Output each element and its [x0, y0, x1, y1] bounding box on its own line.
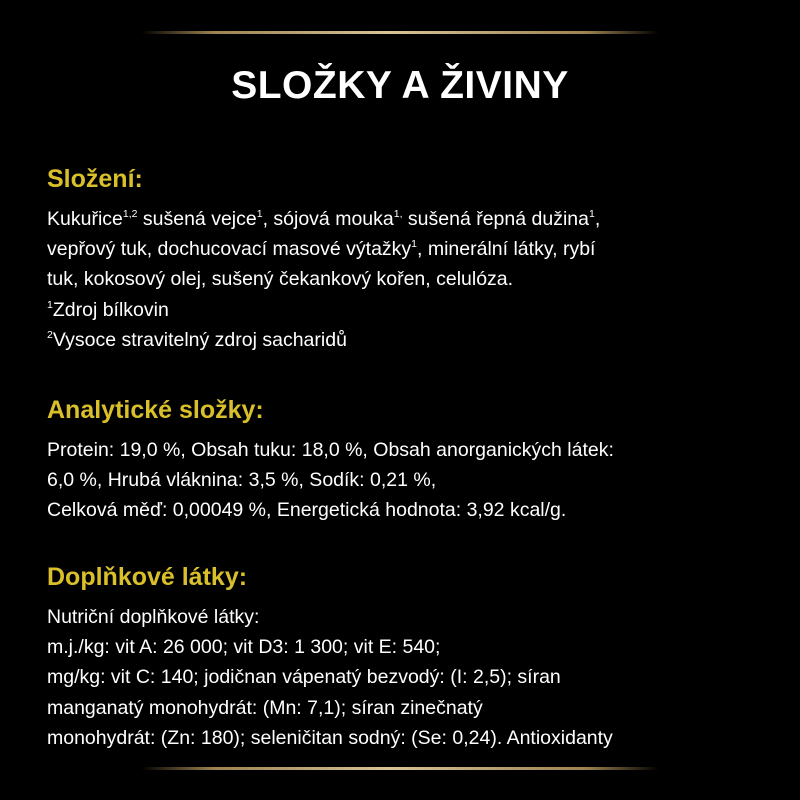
composition-section [47, 164, 782, 355]
additives-text [47, 602, 782, 753]
additives-section [47, 562, 782, 753]
top-gold-divider [141, 31, 659, 34]
footnote-marker: 1 [47, 298, 53, 311]
composition-fragment: tuk, kokosový olej, sušený čekankový kořen, celulóza. [47, 268, 514, 291]
footnote-text: Zdroj bílkovin [52, 298, 169, 321]
composition-heading: Složení: [47, 165, 143, 193]
additives-heading: Doplňkové látky: [47, 563, 248, 591]
additives-line: mg/kg: vit C: 140; jodičnan vápenatý bezvodý: (I: 2,5); síran [47, 666, 561, 689]
analytical-line: Protein: 19,0 %, Obsah tuku: 18,0 %, Obsah anorganických látek: [47, 439, 614, 461]
additives-line: monohydrát: (Zn: 180); seleničitan sodný: (Se: 0,24). Antioxidanty [47, 726, 613, 749]
additives-line: Nutriční doplňkové látky: [47, 606, 260, 628]
composition-fragment: , minerální látky, rybí [417, 238, 596, 261]
composition-text [47, 204, 782, 355]
footnote-marker: 1, [393, 208, 403, 220]
analytical-text [47, 435, 782, 526]
additives-line: manganatý monohydrát: (Mn: 7,1); síran zinečnatý [47, 696, 483, 719]
footnote-marker: 1 [256, 208, 263, 220]
analytical-section [47, 395, 782, 526]
composition-fragment: , [594, 208, 601, 230]
footnote-marker: 1,2 [122, 208, 138, 220]
footnote-marker: 1 [588, 208, 595, 220]
footnote [47, 325, 782, 355]
composition-fragment: sušená vejce [137, 208, 257, 230]
page-title: SLOŽKY A ŽIVINY [231, 64, 569, 107]
additives-line: m.j./kg: vit A: 26 000; vit D3: 1 300; vit E: 540; [47, 636, 441, 659]
composition-fragment: Kukuřice [47, 208, 123, 230]
analytical-line: 6,0 %, Hrubá vláknina: 3,5 %, Sodík: 0,21 %, [47, 469, 437, 492]
composition-fragment: , sójová mouka [262, 208, 394, 230]
footnote-marker: 1 [411, 238, 418, 251]
composition-fragment: vepřový tuk, dochucovací masové výtažky [47, 238, 412, 261]
analytical-line: Celková měď: 0,00049 %, Energetická hodnota: 3,92 kcal/g. [47, 499, 567, 522]
composition-line [47, 234, 782, 264]
bottom-gold-divider [141, 767, 659, 770]
composition-line [47, 264, 782, 294]
footnote [47, 295, 782, 325]
composition-line [47, 204, 782, 234]
analytical-heading: Analytické složky: [47, 396, 264, 424]
footnote-text: Vysoce stravitelný zdroj sacharidů [52, 328, 347, 351]
footnote-marker: 2 [47, 328, 53, 341]
composition-fragment: sušená řepná dužina [402, 208, 589, 230]
